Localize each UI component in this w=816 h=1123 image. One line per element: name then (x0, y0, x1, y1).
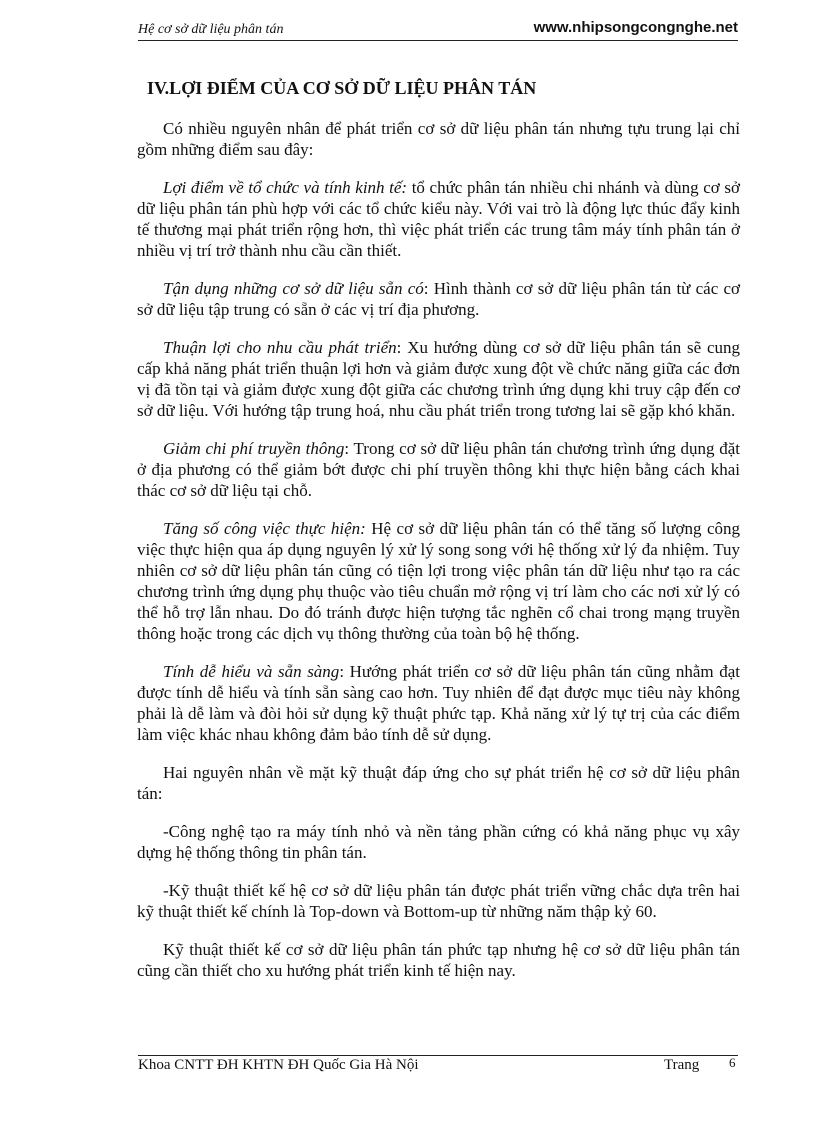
paragraph-text: Có nhiều nguyên nhân để phát triển cơ sở dữ liệu phân tán nhưng tựu trung lại chỉ gồm những điểm sau đây: (137, 119, 740, 159)
paragraph-text: : Trong cơ sở dữ liệu phân tán chương trình ứng dụng đặt ở địa phương có thể giảm bớt được chi phí truyền thông khi thực hiện bằng cách khai thác cơ sở dữ liệu tại chỗ. (137, 439, 740, 500)
paragraph-lead: Tận dụng những cơ sở dữ liệu sẵn có (163, 279, 424, 298)
paragraph-text: : Xu hướng dùng cơ sở dữ liệu phân tán sẽ cung cấp khả năng phát triển thuận lợi hơn và giảm được xung đột về chức năng giữa các đơn vị đã tồn tại và giảm được xung đột giữa các chương trình ứng dụng khi truy cập đến cơ sở dữ liệu. Với hướng tập trung hoá, nhu cầu phát triển trong tương lai sẽ gặp khó khăn. (137, 338, 740, 420)
paragraph-text: Hai nguyên nhân về mặt kỹ thuật đáp ứng cho sự phát triển hệ cơ sở dữ liệu phân tán: (137, 763, 740, 803)
paragraph-text: : Hình thành cơ sở dữ liệu phân tán từ các cơ sở dữ liệu tập trung có sẵn ở các vị trí địa phương. (137, 279, 740, 319)
paragraph-communication-cost (137, 438, 740, 501)
header-website: www.nhipsongcongnghe.net (533, 19, 738, 36)
paragraph-text: : Hướng phát triển cơ sở dữ liệu phân tán cũng nhằm đạt được tính dễ hiểu và tính sẵn sàng cao hơn. Tuy nhiên để đạt được mục tiêu này không phải là dễ làm và đòi hỏi sử dụng kỹ thuật phức tạp. Khả năng xử lý tự trị của các điểm làm việc khác nhau không đảm bảo tính dễ sử dụng. (137, 662, 740, 744)
paragraph-organization-economy (137, 177, 740, 261)
paragraph-lead: Thuận lợi cho nhu cầu phát triển (163, 338, 397, 357)
paragraph-lead: Lợi điểm về tổ chức và tính kinh tế: (163, 178, 408, 197)
paragraph-text: Hệ cơ sở dữ liệu phân tán có thể tăng số lượng công việc thực hiện qua áp dụng nguyên lý xử lý song song với hệ thống xử lý đa nhiệm. Tuy nhiên cơ sở dữ liệu phân tán cũng có tiện lợi trong việc phân tán dữ liệu như tạo ra các chương trình ứng dụng phụ thuộc vào tiêu chuẩn mở rộng vị trí làm cho các nơi xử lý có thể hỗ trợ lẫn nhau. Do đó tránh được hiện tượng tắc nghẽn cổ chai trong mạng truyền thông hoặc trong các dịch vụ thông thường của toàn bộ hệ thống. (137, 519, 740, 643)
paragraph-text: Kỹ thuật thiết kế cơ sở dữ liệu phân tán phức tạp nhưng hệ cơ sở dữ liệu phân tán cũng cần thiết cho xu hướng phát triển kinh tế hiện nay. (137, 940, 740, 980)
footer-page-number: 6 (729, 1055, 736, 1070)
footer-rule (138, 1055, 738, 1056)
paragraph-text: -Công nghệ tạo ra máy tính nhỏ và nền tảng phần cứng có khả năng phục vụ xây dựng hệ thống thông tin phân tán. (137, 822, 740, 862)
paragraph-lead: Giảm chi phí truyền thông (163, 439, 345, 458)
paragraph-lead: Tính dễ hiểu và sẵn sàng (163, 662, 340, 681)
header-rule (138, 40, 738, 41)
section-title: IV.LỢI ĐIỂM CỦA CƠ SỞ DỮ LIỆU PHÂN TÁN (147, 78, 537, 98)
paragraph-design-techniques (137, 880, 740, 922)
paragraph-hardware (137, 821, 740, 863)
page-footer (138, 1057, 738, 1077)
paragraph-growth (137, 337, 740, 421)
paragraph-lead: Tăng số công việc thực hiện: (163, 519, 366, 538)
page-content (137, 76, 740, 998)
paragraph-throughput (137, 518, 740, 644)
paragraph-existing-databases (137, 278, 740, 320)
paragraph-intro (137, 118, 740, 160)
header-document-title: Hệ cơ sở dữ liệu phân tán (138, 22, 284, 37)
paragraph-text: -Kỹ thuật thiết kế hệ cơ sở dữ liệu phân tán được phát triển vững chắc dựa trên hai kỹ thuật thiết kế chính là Top-down và Bottom-up từ những năm thập kỷ 60. (137, 881, 740, 921)
paragraph-availability (137, 661, 740, 745)
paragraph-conclusion (137, 939, 740, 981)
footer-institution: Khoa CNTT ĐH KHTN ĐH Quốc Gia Hà Nội (138, 1057, 419, 1073)
footer-page-label: Trang (664, 1057, 700, 1073)
paragraph-text: tổ chức phân tán nhiều chi nhánh và dùng cơ sở dữ liệu phân tán phù hợp với các tổ chức kiểu này. Với vai trò là động lực thúc đẩy kinh tế thương mại phát triển rộng hơn, thì việc phát triển các trung tâm máy tính phân tán ở nhiều vị trí trở thành nhu cầu cần thiết. (137, 178, 740, 260)
page-header (138, 18, 738, 40)
paragraph-technical-reasons (137, 762, 740, 804)
